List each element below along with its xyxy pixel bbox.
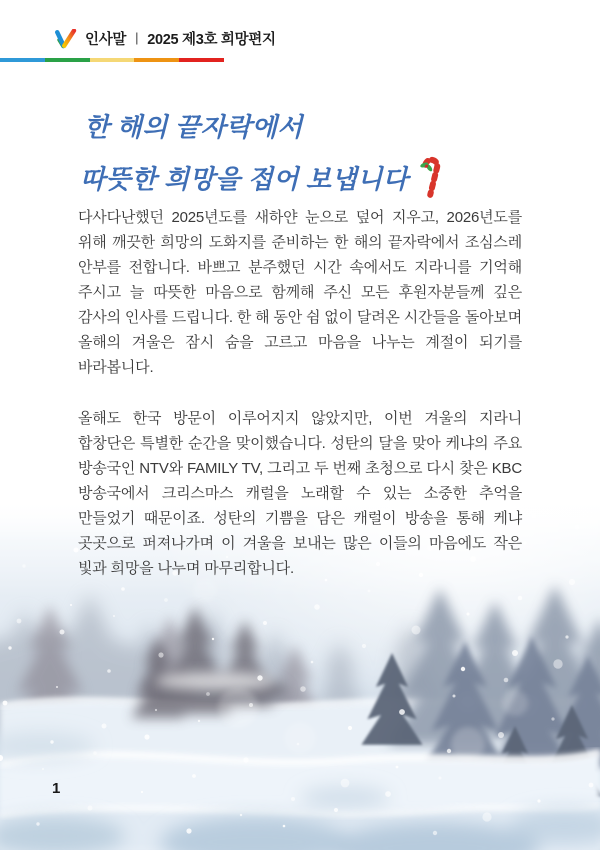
divider-segment bbox=[179, 58, 224, 62]
divider-segment bbox=[134, 58, 179, 62]
body-text bbox=[78, 205, 522, 607]
header-issue-label: 2025 제3호 희망편지 bbox=[147, 32, 276, 48]
rainbow-divider bbox=[0, 58, 224, 62]
header-title bbox=[85, 28, 276, 49]
header-separator: | bbox=[135, 30, 139, 45]
body-paragraph: 다사다난했던 2025년도를 새하얀 눈으로 덮어 지우고, 2026년도를 위해 깨끗한 희망의 도화지를 준비하는 한 해의 끝자락에서 조심스레 안부를 전합니다. 바쁘고 분주했던 시간 속에서도 지라니를 기억해 주시고 늘 따뜻한 마음으로 함께해 주신 모든 후원자분들께 깊은 감사의 인사를 드립니다. 한 해 동안 쉼 없이 달려온 시간들을 돌아보며 올해의 겨울은 잠시 숨을 고르고 마음을 나누는 계절이 되기를 바라봅니다. bbox=[78, 209, 522, 376]
page-title bbox=[80, 110, 442, 197]
divider-segment bbox=[90, 58, 135, 62]
divider-segment bbox=[0, 58, 45, 62]
title-line-1: 한 해의 끝자락에서 bbox=[84, 113, 303, 142]
body-paragraph: 올해도 한국 방문이 이루어지지 않았지만, 이번 겨울의 지라니 합창단은 특별한 순간을 맞이했습니다. 성탄의 달을 맞아 케냐의 주요 방송국인 NTV와 FAMILY TV, 그리고 두 번째 초청으로 다시 찾은 KBC 방송국에서 크리스마스 캐럴을 노래할 수 있는 소중한 추억을 만들었기 때문이죠. 성탄의 기쁨을 담은 캐럴이 방송을 통해 케냐 곳곳으로 퍼져나가며 이 겨울을 보내는 많은 이들의 마음에도 작은 빛과 희망을 나누며 마무리합니다. bbox=[78, 410, 522, 577]
divider-segment bbox=[45, 58, 90, 62]
page-number: 1 bbox=[52, 780, 61, 797]
title-line-2: 따뜻한 희망을 접어 보냅니다 bbox=[80, 165, 409, 194]
header-section-label: 인사말 bbox=[85, 32, 127, 48]
candy-cane-icon bbox=[416, 153, 442, 201]
page-header bbox=[54, 28, 276, 49]
v-ribbon-logo-icon bbox=[54, 29, 77, 49]
